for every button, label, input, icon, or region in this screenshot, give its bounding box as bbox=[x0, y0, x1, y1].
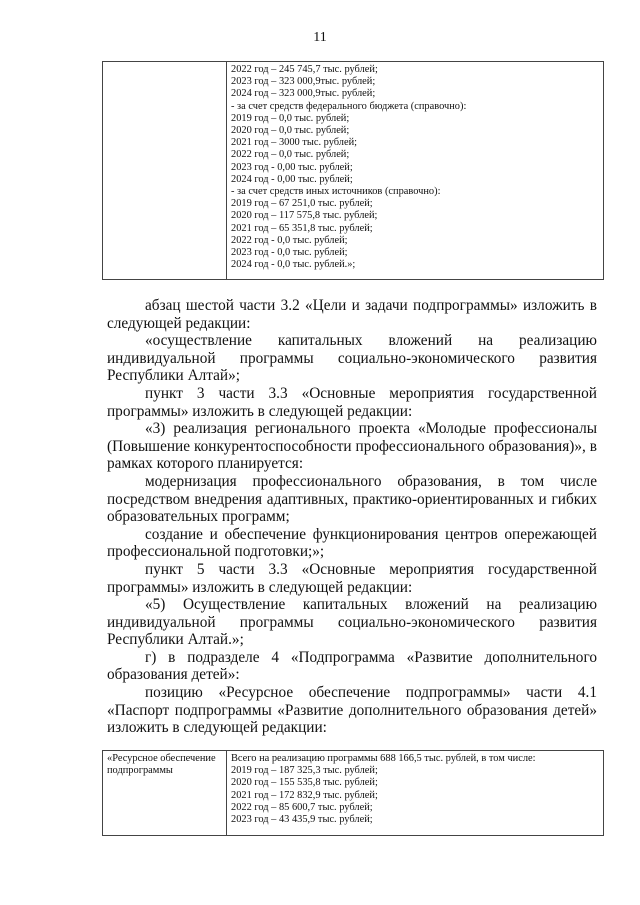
paragraph: «осуществление капитальных вложений на реализацию индивидуальной программы социально-экономического развития Республики Алтай»; bbox=[107, 332, 597, 385]
paragraph: пункт 3 части 3.3 «Основные мероприятия государственной программы» изложить в следующей редакции: bbox=[107, 384, 597, 420]
funding-table-continued bbox=[102, 61, 604, 280]
funding-line: 2023 год - 0,0 тыс. рублей; bbox=[231, 247, 348, 259]
funding-line: 2023 год – 323 000,9тыс. рублей; bbox=[231, 76, 376, 88]
funding-line: 2022 год – 85 600,7 тыс. рублей; bbox=[231, 801, 373, 813]
funding-line: 2024 год – 323 000,9тыс. рублей; bbox=[231, 88, 376, 100]
funding-line: 2023 год – 43 435,9 тыс. рублей; bbox=[231, 814, 373, 826]
funding-table-label-cell bbox=[103, 62, 227, 280]
funding-line: 2020 год – 155 535,8 тыс. рублей; bbox=[231, 777, 378, 789]
page-number: 11 bbox=[313, 30, 327, 45]
funding-table-values-cell bbox=[227, 62, 604, 280]
paragraph: г) в подразделе 4 «Подпрограмма «Развитие дополнительного образования детей»: bbox=[107, 648, 597, 684]
resource-provision-label: «Ресурсное обеспечение подпрограммы bbox=[103, 751, 227, 836]
resource-provision-values bbox=[227, 751, 604, 836]
funding-line: 2021 год – 65 351,8 тыс. рублей; bbox=[231, 222, 373, 234]
funding-line: 2022 год - 0,0 тыс. рублей; bbox=[231, 234, 348, 246]
funding-line: 2020 год – 0,0 тыс. рублей; bbox=[231, 125, 350, 137]
funding-line: - за счет средств федерального бюджета (справочно): bbox=[231, 100, 467, 112]
funding-line: Всего на реализацию программы 688 166,5 тыс. рублей, в том числе: bbox=[231, 753, 536, 764]
resource-provision-table bbox=[102, 750, 604, 836]
funding-line: 2024 год - 0,00 тыс. рублей; bbox=[231, 173, 353, 185]
document-body bbox=[107, 297, 597, 737]
paragraph: создание и обеспечение функционирования центров опережающей профессиональной подготовки;»; bbox=[107, 525, 597, 561]
paragraph: пункт 5 части 3.3 «Основные мероприятия государственной программы» изложить в следующей редакции: bbox=[107, 560, 597, 596]
funding-line: 2022 год – 0,0 тыс. рублей; bbox=[231, 149, 350, 161]
funding-line: 2020 год – 117 575,8 тыс. рублей; bbox=[231, 210, 378, 222]
funding-line: 2021 год – 3000 тыс. рублей; bbox=[231, 137, 358, 149]
funding-line: 2022 год – 245 745,7 тыс. рублей; bbox=[231, 64, 378, 75]
funding-line: 2019 год – 67 251,0 тыс. рублей; bbox=[231, 198, 373, 210]
paragraph: «3) реализация регионального проекта «Молодые профессионалы (Повышение конкурентоспособности профессионального образования)», в рамках которого планируется: bbox=[107, 420, 597, 473]
funding-line: 2024 год - 0,0 тыс. рублей.»; bbox=[231, 259, 356, 271]
paragraph: абзац шестой части 3.2 «Цели и задачи подпрограммы» изложить в следующей редакции: bbox=[107, 297, 597, 332]
funding-line: - за счет средств иных источников (справочно): bbox=[231, 186, 441, 198]
paragraph: модернизация профессионального образования, в том числе посредством внедрения адаптивных, практико-ориентированных и гибких образовательных программ; bbox=[107, 472, 597, 526]
funding-line: 2019 год – 187 325,3 тыс. рублей; bbox=[231, 765, 378, 777]
funding-line: 2023 год - 0,00 тыс. рублей; bbox=[231, 161, 353, 173]
funding-line: 2021 год – 172 832,9 тыс. рублей; bbox=[231, 789, 378, 801]
paragraph: позицию «Ресурсное обеспечение подпрограммы» части 4.1 «Паспорт подпрограммы «Развитие дополнительного образования детей» изложить в следующей редакции: bbox=[107, 684, 597, 737]
paragraph: «5) Осуществление капитальных вложений на реализацию индивидуальной программы социально-экономического развития Республики Алтай.»; bbox=[107, 596, 597, 649]
funding-line: 2019 год – 0,0 тыс. рублей; bbox=[231, 112, 350, 124]
